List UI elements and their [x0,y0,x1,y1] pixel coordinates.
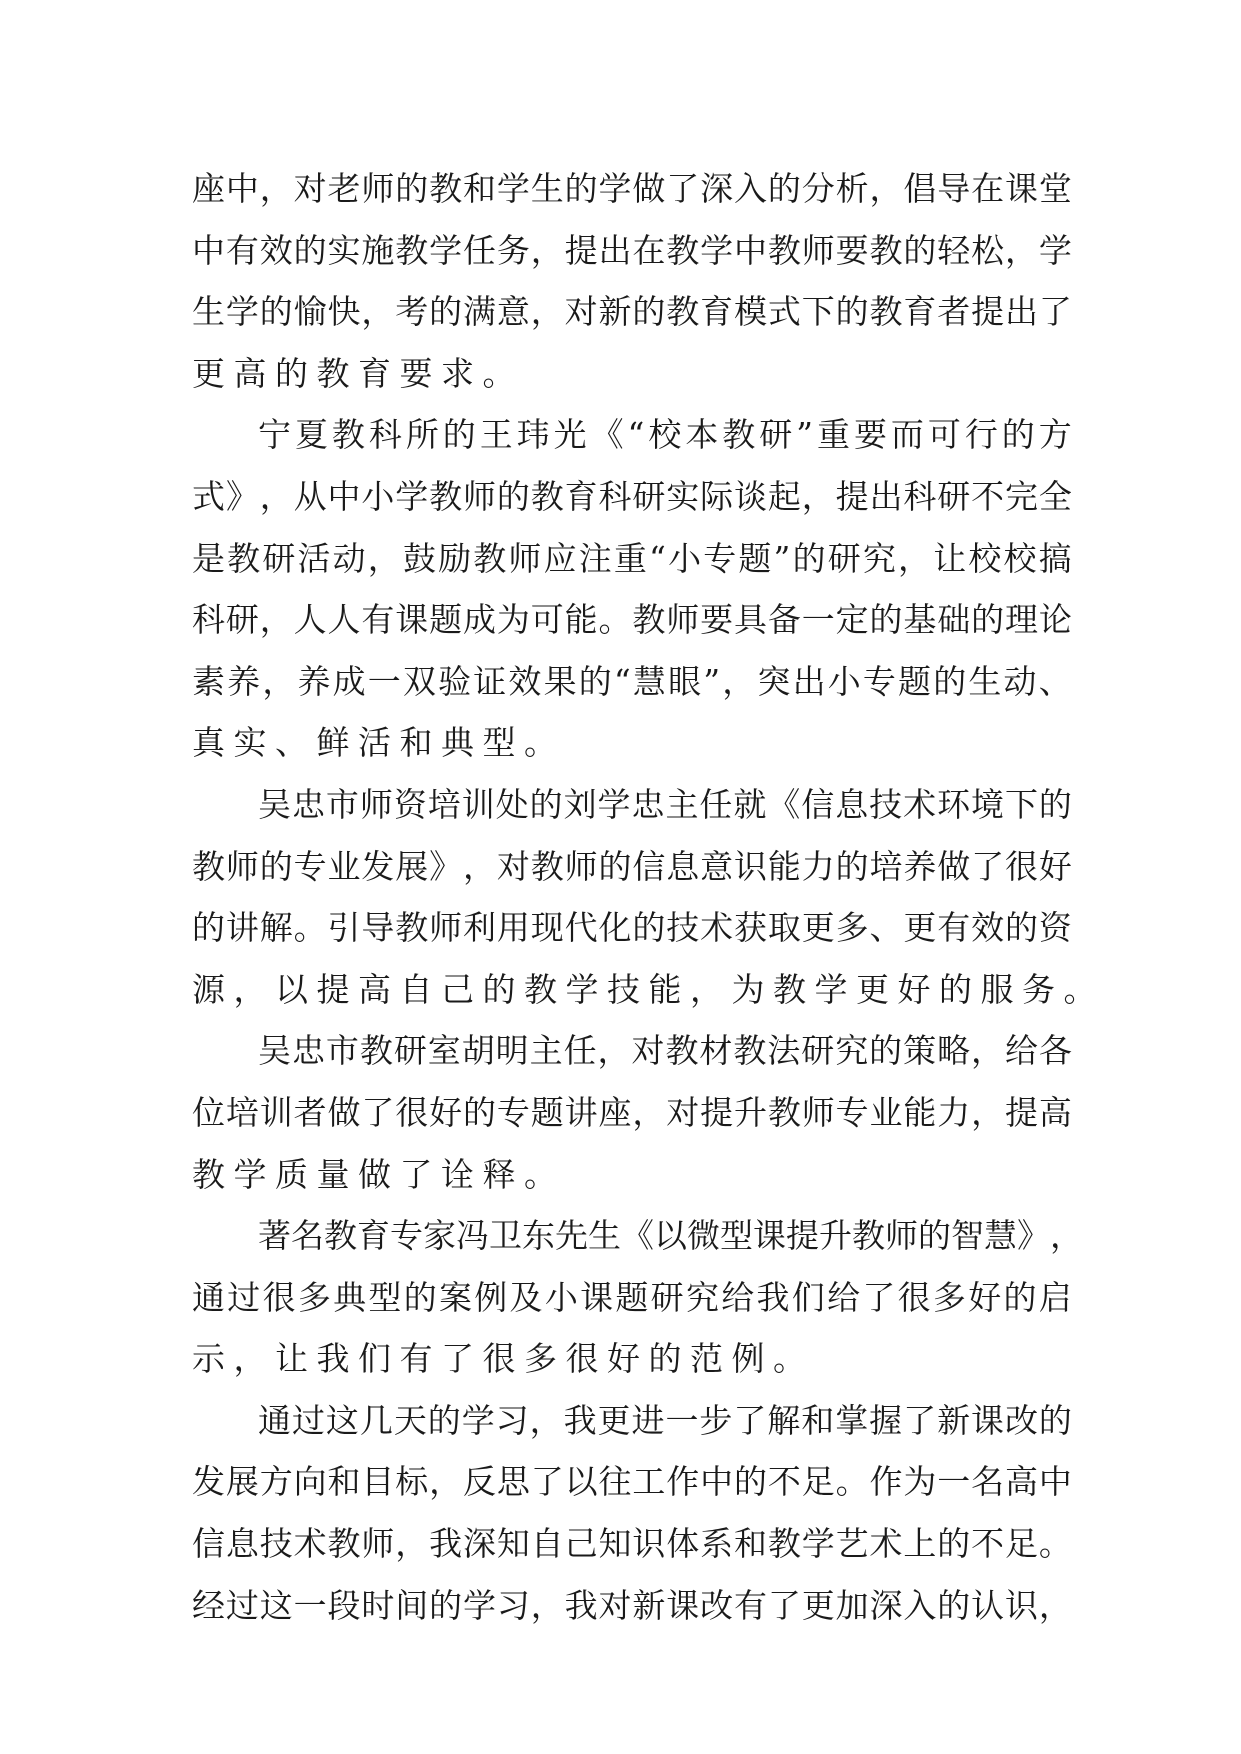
text-line: 源，以提高自己的教学技能，为教学更好的服务。 [192,969,1105,1009]
text-line: 座 中 ， 对 老 师 的 教 和 学 生 的 学 做 了 深 入 的 分 析 ， 倡 导 在 课 堂 [192,169,1072,208]
text-line: 的 讲 解 。 引 导 教 师 利 用 现 代 化 的 技 术 获 取 更 多 、 更 有 效 的 资 [192,908,1072,948]
document-body [192,158,1105,1636]
text-line: 教 师 的 专 业 发 展 》 ， 对 教 师 的 信 息 意 识 能 力 的 培 养 做 了 很 好 [192,846,1072,886]
text-line: 通 过 很 多 典 型 的 案 例 及 小 课 题 研 究 给 我 们 给 了 很 多 好 的 启 [192,1277,1072,1317]
text-line: 是 教 研 活 动 ， 鼓 励 教 师 应 注 重 “ 小 专 题 ” 的 研 究 ， 让 校 校 搞 [192,538,1072,578]
text-line: 中 有 效 的 实 施 教 学 任 务 ， 提 出 在 教 学 中 教 师 要 教 的 轻 松 ， 学 [192,230,1072,270]
text-line: 教学质量做了诠释。 [192,1154,566,1194]
text-line: 生 学 的 愉 快 ， 考 的 满 意 ， 对 新 的 教 育 模 式 下 的 教 育 者 提 出 了 [192,292,1072,332]
text-line: 示，让我们有了很多很好的范例。 [192,1339,815,1379]
text-line: 信 息 技 术 教 师 ， 我 深 知 自 己 知 识 体 系 和 教 学 艺 术 上 的 不 足 。 [192,1524,1072,1564]
text-line: 式 》 ， 从 中 小 学 教 师 的 教 育 科 研 实 际 谈 起 ， 提 出 科 研 不 完 全 [192,476,1072,516]
text-line: 真实、鲜活和典型。 [192,723,566,763]
text-line: 素 养 ， 养 成 一 双 验 证 效 果 的 “ 慧 眼 ” ， 突 出 小 专 题 的 生 动 、 [192,661,1072,701]
text-line: 通 过 这 几 天 的 学 习 ， 我 更 进 一 步 了 解 和 掌 握 了 新 课 改 的 [258,1400,1072,1440]
text-line: 位 培 训 者 做 了 很 好 的 专 题 讲 座 ， 对 提 升 教 师 专 业 能 力 ， 提 高 [192,1092,1072,1132]
text-line: 吴 忠 市 师 资 培 训 处 的 刘 学 忠 主 任 就 《 信 息 技 术 环 境 下 的 [258,784,1072,824]
text-line: 著 名 教 育 专 家 冯 卫 东 先 生 《 以 微 型 课 提 升 教 师 的 智 慧 》 ， [258,1216,1083,1256]
text-line: 宁 夏 教 科 所 的 王 玮 光 《 “ 校 本 教 研 ” 重 要 而 可 行 的 方 [258,415,1072,455]
text-line: 经 过 这 一 段 时 间 的 学 习 ， 我 对 新 课 改 有 了 更 加 深 入 的 认 识 ， [192,1585,1072,1625]
text-line: 吴 忠 市 教 研 室 胡 明 主 任 ， 对 教 材 教 法 研 究 的 策 略 ， 给 各 [258,1031,1072,1071]
text-line: 科 研 ， 人 人 有 课 题 成 为 可 能 。 教 师 要 具 备 一 定 的 基 础 的 理 论 [192,600,1072,640]
text-line: 发 展 方 向 和 目 标 ， 反 思 了 以 往 工 作 中 的 不 足 。 作 为 一 名 高 中 [192,1462,1072,1502]
text-line: 更高的教育要求。 [192,353,524,393]
